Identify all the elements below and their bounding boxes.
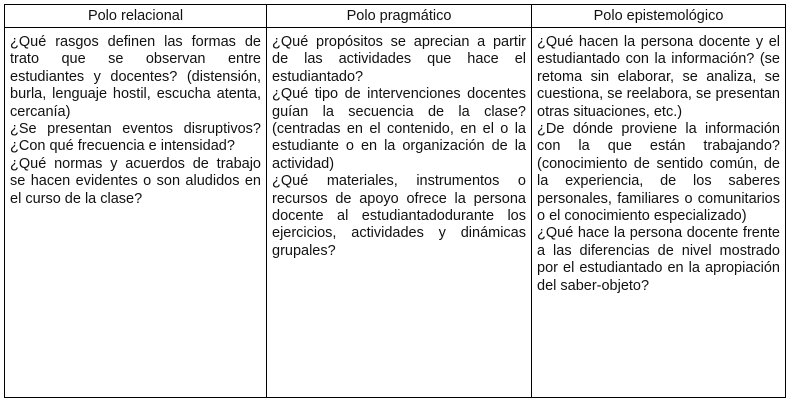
question-epistemologico-1: ¿Qué hacen la persona docente y el estudiantado con la información? (se retoma sin elaborar, se analiza, se cuestiona, se reelabora, se presentan otras situaciones, etc.): [537, 34, 780, 120]
cell-polo-epistemologico: [532, 28, 786, 398]
header-polo-relacional: Polo relacional: [5, 5, 267, 28]
question-relacional-1: ¿Qué rasgos definen las formas de trato que se observan entre estudiantes y docentes? (distensión, burla, lenguaje hostil, escucha atenta, cercanía): [10, 34, 261, 120]
cell-polo-relacional: [5, 28, 267, 398]
question-pragmatico-2: ¿Qué tipo de intervenciones docentes guían la secuencia de la clase? (centradas en el contenido, en el o la estudiante o en la organización de la actividad): [272, 86, 526, 172]
header-polo-pragmatico: Polo pragmático: [267, 5, 532, 28]
header-row: [5, 5, 786, 28]
header-polo-epistemologico: Polo epistemológico: [532, 5, 786, 28]
question-epistemologico-2: ¿De dónde proviene la información con la que están trabajando? (conocimiento de sentido común, de la experiencia, de los saberes personales, familiares o comunitarios o el conocimiento especializado): [537, 121, 780, 225]
question-relacional-3: ¿Qué normas y acuerdos de trabajo se hacen evidentes o son aludidos en el curso de la clase?: [10, 155, 261, 207]
questions-row: [5, 28, 786, 398]
question-epistemologico-3: ¿Qué hace la persona docente frente a las diferencias de nivel mostrado por el estudiantado en la apropiación del saber-objeto?: [537, 225, 780, 294]
question-pragmatico-1: ¿Qué propósitos se aprecian a partir de las actividades que hace el estudiantado?: [272, 34, 526, 85]
polos-table: [4, 4, 786, 398]
question-relacional-2: ¿Se presentan eventos disruptivos? ¿Con qué frecuencia e intensidad?: [10, 121, 261, 155]
question-pragmatico-3: ¿Qué materiales, instrumentos o recursos de apoyo ofrece la persona docente al estudiantadodurante los ejercicios, actividades y dinámicas grupales?: [272, 173, 526, 259]
cell-polo-pragmatico: [267, 28, 532, 398]
